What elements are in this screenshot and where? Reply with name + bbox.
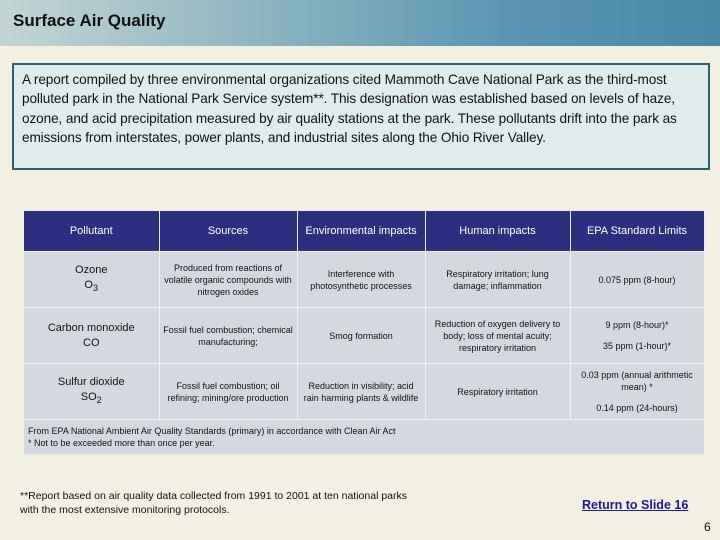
pollutant-name: Carbon monoxide — [47, 321, 135, 334]
return-to-slide-link[interactable]: Return to Slide 16 — [582, 498, 689, 512]
footnote-line: with the most extensive monitoring protocols. — [20, 504, 230, 516]
slide-title: Surface Air Quality — [13, 11, 166, 30]
environmental-cell: Smog formation — [297, 308, 425, 364]
pollutant-name: Ozone — [75, 263, 108, 276]
header-pollutant: Pollutant — [24, 211, 159, 252]
header-human-impacts: Human impacts — [425, 211, 570, 252]
sources-cell: Produced from reactions of volatile organic compounds with nitrogen oxides — [159, 252, 297, 308]
environmental-cell: Reduction in visibility; acid rain harming plants & wildlife — [297, 364, 425, 420]
header-environmental-impacts: Environmental impacts — [297, 211, 425, 252]
pollutant-cell — [24, 308, 159, 364]
pollutant-formula: SO — [80, 390, 97, 403]
pollutant-formula: O — [84, 278, 93, 291]
limits-cell — [570, 252, 704, 308]
sources-cell: Fossil fuel combustion; chemical manufacturing; — [159, 308, 297, 364]
sources-cell: Fossil fuel combustion; oil refining; mining/ore production — [159, 364, 297, 420]
formula-subscript: 3 — [92, 283, 99, 294]
pollutant-name: Sulfur dioxide — [57, 375, 125, 388]
header-epa-limits: EPA Standard Limits — [570, 211, 704, 252]
limit-value: 0.03 ppm (annual arithmetic mean) * — [581, 370, 693, 392]
environmental-cell: Interference with photosynthetic processes — [297, 252, 425, 308]
limits-cell — [570, 308, 704, 364]
pollutant-table — [24, 211, 705, 454]
limits-cell — [570, 364, 704, 420]
asterisk-note: * Not to be exceeded more than once per year. — [28, 438, 215, 448]
intro-text-box: A report compiled by three environmental organizations cited Mammoth Cave National Park as the third-most polluted park in the National Park Service system**. This designation was established based on levels of haze, ozone, and acid precipitation measured by air quality stations at the park. These pollutants drift into the park as emissions from interstates, power plants, and industrial sites along the Ohio River Valley. — [12, 63, 710, 170]
table-header-row — [24, 211, 704, 252]
pollutant-formula: CO — [83, 336, 100, 349]
human-cell: Respiratory irritation; lung damage; inflammation — [425, 252, 570, 308]
limit-value: 35 ppm (1-hour)* — [602, 341, 672, 351]
limit-value: 9 ppm (8-hour)* — [605, 320, 669, 330]
header-sources: Sources — [159, 211, 297, 252]
limit-value: 0.075 ppm (8-hour) — [598, 274, 676, 285]
limit-value: 0.14 ppm (24-hours) — [596, 403, 678, 413]
table-row — [24, 252, 704, 308]
report-footnote — [20, 489, 407, 517]
pollutant-cell — [24, 252, 159, 308]
footnote-line: **Report based on air quality data collected from 1991 to 2001 at ten national parks — [20, 490, 407, 502]
table-row — [24, 308, 704, 364]
page-number: 6 — [704, 520, 711, 534]
human-cell: Respiratory irritation — [425, 364, 570, 420]
source-note: From EPA National Ambient Air Quality Standards (primary) in accordance with Clean Air Act — [28, 426, 396, 436]
title-bar — [0, 0, 720, 46]
pollutant-cell — [24, 364, 159, 420]
formula-subscript: 2 — [96, 395, 102, 406]
table-row — [24, 364, 704, 420]
table-footer-row — [24, 420, 704, 455]
human-cell: Reduction of oxygen delivery to body; loss of mental acuity; respiratory irritation — [425, 308, 570, 364]
table-footer — [24, 420, 704, 455]
